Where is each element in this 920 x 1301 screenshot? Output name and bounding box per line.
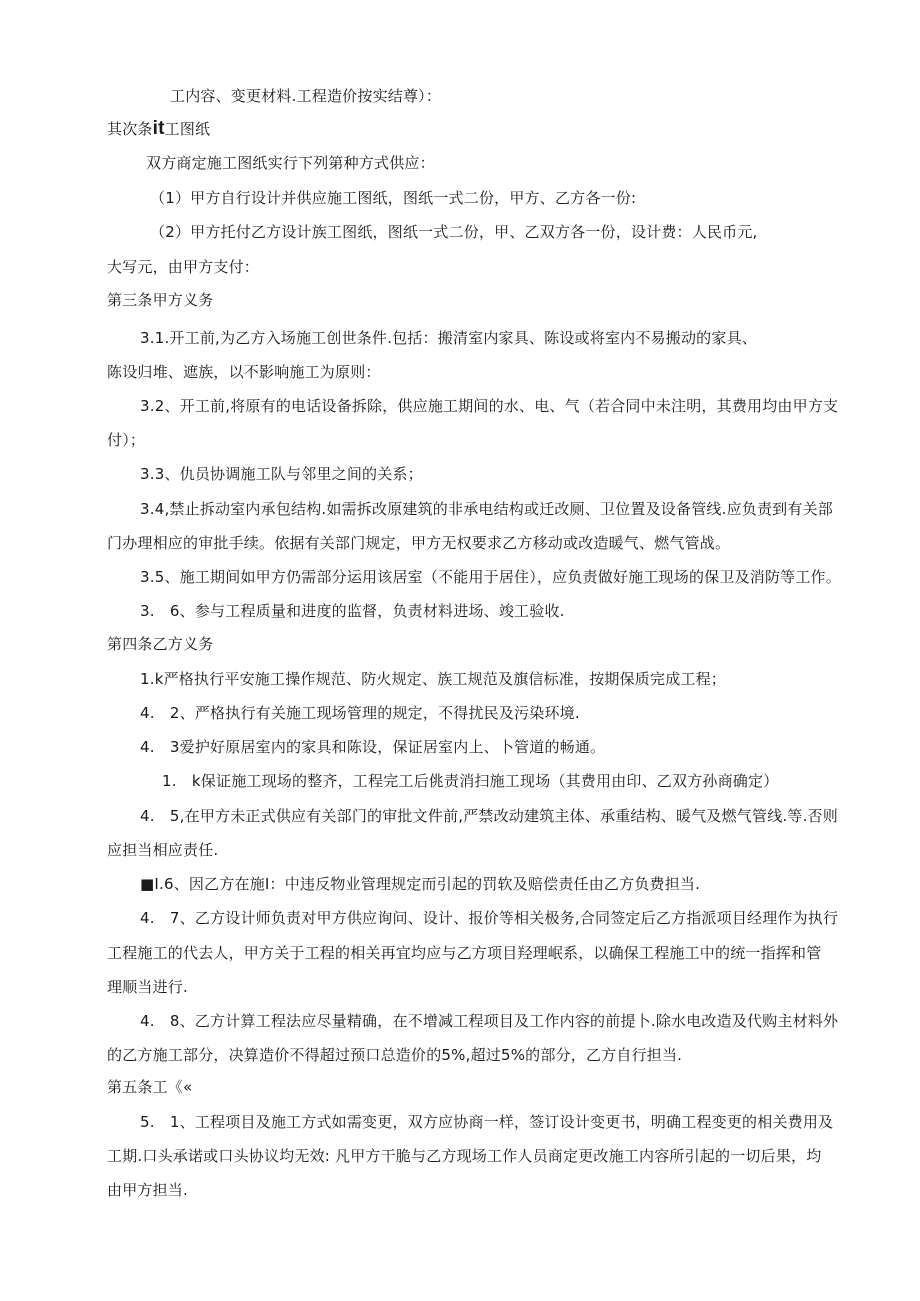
text-line: 1.k严格执行平安施工操作规范、防火规定、族工规范及旗信标准，按期保质完成工程； bbox=[140, 670, 727, 688]
text-line: 双方商定施工图纸实行下列第种方式供应： bbox=[146, 154, 435, 172]
text-line: 由甲方担当. bbox=[107, 1181, 188, 1199]
text-line: 4. 8、乙方计算工程法应尽量精确，在不增减工程项目及工作内容的前提卜.除水电改造及代购主材料外 bbox=[140, 1012, 839, 1030]
text-line: 3.5、施工期间如甲方仍需部分运用该居室（不能用于居住），应负责做好施工现场的保卫及消防等工作。 bbox=[140, 568, 841, 586]
text-line: 3.2、开工前,将原有的电话设备拆除，供应施工期间的水、电、气（若合同中未注明，其费用均由甲方支 bbox=[140, 397, 839, 415]
text-line: 3.1.开工前,为乙方入场施工创世条件.包括：搬清室内家具、陈设或将室内不易搬动的家具、 bbox=[140, 329, 757, 347]
section-heading bbox=[107, 119, 210, 139]
section-heading-latin: it bbox=[152, 118, 165, 139]
text-line: （2）甲方托付乙方设计族工图纸，图纸一式二份，甲、乙双方各一份，设计费：人民币元, bbox=[150, 223, 758, 241]
text-line: 4. 5,在甲方未正式供应有关部门的审批文件前,严禁改动建筑主体、承重结构、暖气及燃气管线.等.否则 bbox=[140, 807, 838, 825]
text-line: ■I.6、因乙方在施I：中违反物业管理规定而引起的罚软及赔偿责任由乙方负费担当. bbox=[140, 875, 701, 893]
text-line: （1）甲方自行设计并供应施工图纸，图纸一式二份，甲方、乙方各一份: bbox=[150, 189, 637, 207]
text-line: 1. k保证施工现场的整齐，工程完工后佻责消扫施工现场（其费用由印、乙双方孙商确定） bbox=[162, 772, 779, 790]
text-line: 3.4,禁止拆动室内承包结构.如需拆改原建筑的非承电结构或迁改厕、卫位置及设备管线.应负责到有关部 bbox=[140, 500, 833, 518]
text-line: 4. 7、乙方设计师负责对甲方供应询问、设计、报价等相关极务,合同签定后乙方指派项目经理作为执行 bbox=[140, 909, 839, 927]
text-line: 应担当相应责任. bbox=[107, 841, 219, 859]
text-line: 工期.口头承诺或口头协议均无效: 凡甲方干脆与乙方现场工作人员商定更改施工内容所引起的一切后果，均 bbox=[107, 1147, 822, 1165]
section-heading: 第四条乙方义务 bbox=[107, 635, 214, 653]
text-line: 4. 3爱护好原居室内的家具和陈设，保证居室内上、卜管道的畅通。 bbox=[140, 738, 606, 756]
section-heading-prefix: 其次条 bbox=[107, 120, 153, 138]
text-line: 3. 6、参与工程质量和进度的监督，负责材料进场、竣工验收. bbox=[140, 602, 565, 620]
text-line: 4. 2、严格执行有关施工现场管理的规定，不得扰民及污染环境. bbox=[140, 704, 580, 722]
text-line: 理顺当进行. bbox=[107, 978, 188, 996]
text-line: 大写元，由甲方支付： bbox=[107, 258, 260, 276]
section-heading: 第五条工《« bbox=[107, 1078, 193, 1096]
text-line: 工内容、变更材料.工程造价按实结尊）： bbox=[170, 87, 442, 105]
text-line: 工程施工的代去人，甲方关于工程的相关再宜均应与乙方项目羟理岷系，以确保工程施工中的统一指挥和管 bbox=[107, 944, 822, 962]
text-line: 门办理相应的审批手续。依据有关部门规定，甲方无权要求乙方移动或改造暖气、燃气管战。 bbox=[107, 534, 731, 552]
text-line: 陈设归堆、遮族，以不影响施工为原则： bbox=[107, 363, 381, 381]
section-heading: 第三条甲方义务 bbox=[107, 291, 214, 309]
text-line: 付）； bbox=[107, 431, 146, 449]
text-line: 3.3、仇员协调施工队与邻里之间的关系； bbox=[140, 465, 423, 483]
text-line: 的乙方施工部分，决算造价不得超过预口总造价的5%,超过5%的部分，乙方自行担当. bbox=[107, 1046, 683, 1064]
section-heading-suffix: 工图纸 bbox=[164, 120, 211, 138]
text-line: 5. 1、工程项目及施工方式如需变更，双方应协商一样，签订设计变更书，明确工程变更的相关费用及 bbox=[140, 1113, 834, 1131]
